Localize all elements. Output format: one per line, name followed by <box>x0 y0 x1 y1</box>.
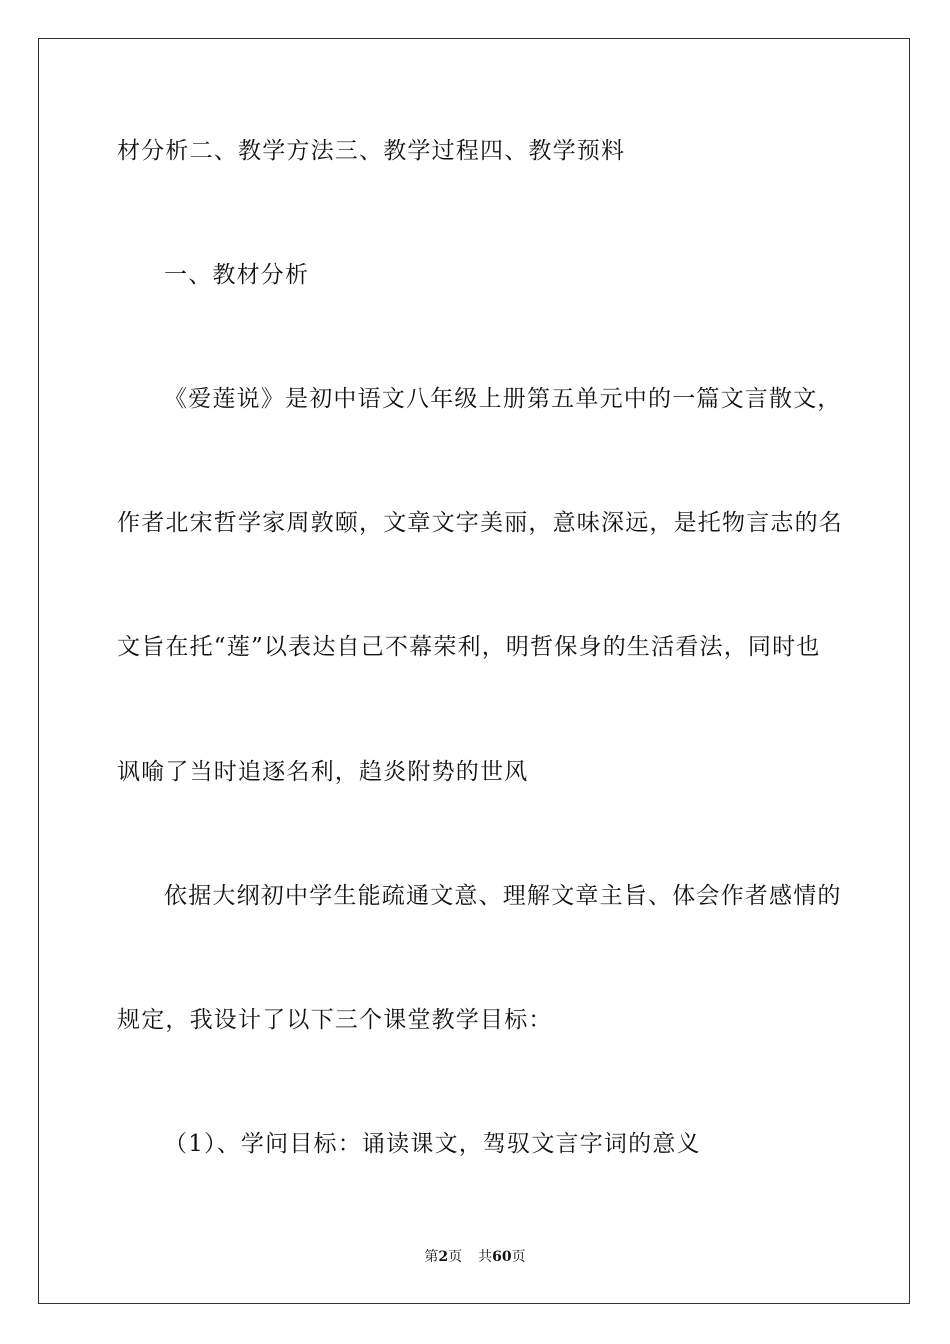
total-pages: 60 <box>492 1249 512 1265</box>
text-line-8: 规定，我设计了以下三个课堂教学目标： <box>117 1007 553 1033</box>
text-line-1: 材分析二、教学方法三、教学过程四、教学预料 <box>117 138 626 164</box>
text-line-5: 文旨在托“莲”以表达自己不幕荣利，明哲保身的生活看法，同时也 <box>117 634 821 660</box>
text-line-3: 《爱莲说》是初中语文八年级上册第五单元中的一篇文言散文， <box>164 386 842 412</box>
page-border <box>38 38 910 1304</box>
total-prefix: 共 <box>478 1249 493 1265</box>
page-prefix: 第 <box>424 1249 439 1265</box>
total-suffix: 页 <box>511 1249 526 1265</box>
text-line-6: 讽喻了当时追逐名利，趋炎附势的世风 <box>117 759 529 785</box>
page-suffix: 页 <box>448 1249 463 1265</box>
page-number: 2 <box>438 1249 449 1265</box>
text-line-9: （1）、学问目标：诵读课文，驾驭文言字词的意义 <box>164 1131 701 1157</box>
text-line-4: 作者北宋哲学家周敦颐，文章文字美丽，意味深远，是托物言志的名 <box>117 510 843 536</box>
page-footer <box>0 1248 950 1266</box>
text-line-7: 依据大纲初中学生能疏通文意、理解文章主旨、体会作者感情的 <box>164 883 842 909</box>
section-heading: 一、教材分析 <box>164 262 310 288</box>
